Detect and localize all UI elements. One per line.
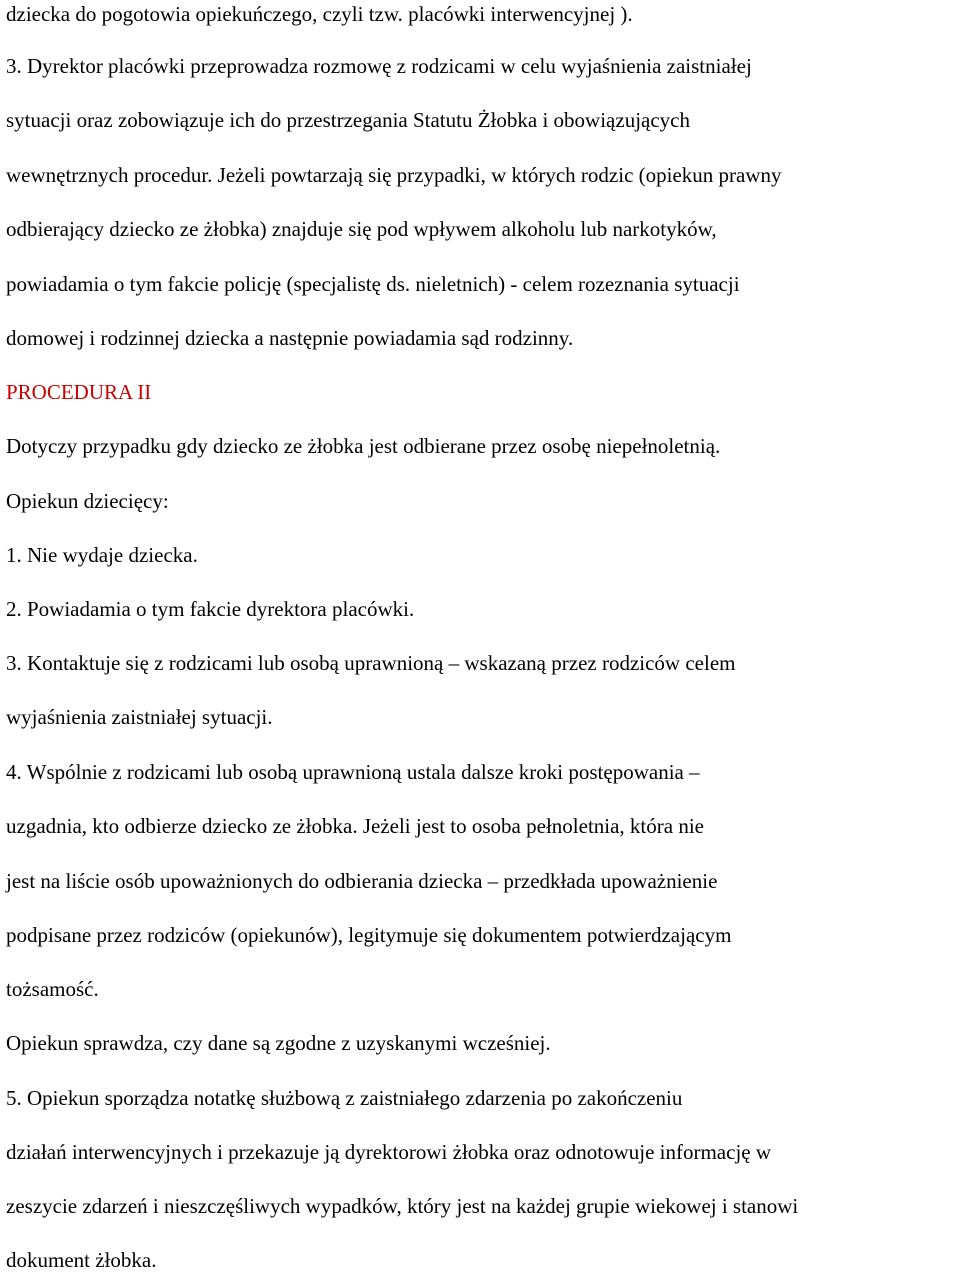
text-line: zeszycie zdarzeń i nieszczęśliwych wypadków, który jest na każdej grupie wiekowej i stanowi: [6, 1194, 799, 1218]
text-line: działań interwencyjnych i przekazuje ją dyrektorowi żłobka oraz odnotowuje informację w: [6, 1140, 772, 1164]
text-line: wyjaśnienia zaistniałej sytuacji.: [6, 705, 273, 729]
text-line: Opiekun dziecięcy:: [6, 489, 169, 513]
text-line: odbierający dziecko ze żłobka) znajduje się pod wpływem alkoholu lub narkotyków,: [6, 217, 717, 241]
section-heading: PROCEDURA II: [6, 380, 152, 404]
list-item: 5. Opiekun sporządza notatkę służbową z zaistniałego zdarzenia po zakończeniu: [6, 1086, 683, 1110]
text-line: 3. Dyrektor placówki przeprowadza rozmowę z rodzicami w celu wyjaśnienia zaistniałej: [6, 54, 752, 78]
text-line: dokument żłobka.: [6, 1248, 157, 1272]
text-line: dziecka do pogotowia opiekuńczego, czyli tzw. placówki interwencyjnej ).: [6, 2, 633, 26]
list-item: 3. Kontaktuje się z rodzicami lub osobą uprawnioną – wskazaną przez rodziców celem: [6, 651, 736, 675]
text-line: sytuacji oraz zobowiązuje ich do przestrzegania Statutu Żłobka i obowiązujących: [6, 108, 690, 132]
text-line: podpisane przez rodziców (opiekunów), legitymuje się dokumentem potwierdzającym: [6, 923, 732, 947]
list-item: 1. Nie wydaje dziecka.: [6, 543, 198, 567]
list-item: 4. Wspólnie z rodzicami lub osobą uprawnioną ustala dalsze kroki postępowania –: [6, 760, 700, 784]
text-line: domowej i rodzinnej dziecka a następnie powiadamia sąd rodzinny.: [6, 326, 574, 350]
list-item: 2. Powiadamia o tym fakcie dyrektora placówki.: [6, 597, 415, 621]
text-line: Dotyczy przypadku gdy dziecko ze żłobka jest odbierane przez osobę niepełnoletnią.: [6, 434, 721, 458]
text-line: Opiekun sprawdza, czy dane są zgodne z uzyskanymi wcześniej.: [6, 1031, 551, 1055]
text-line: jest na liście osób upoważnionych do odbierania dziecka – przedkłada upoważnienie: [6, 869, 718, 893]
text-line: uzgadnia, kto odbierze dziecko ze żłobka. Jeżeli jest to osoba pełnoletnia, która nie: [6, 814, 704, 838]
text-line: powiadamia o tym fakcie policję (specjalistę ds. nieletnich) - celem rozeznania sytuacji: [6, 272, 740, 296]
text-line: tożsamość.: [6, 977, 99, 1001]
text-line: wewnętrznych procedur. Jeżeli powtarzają się przypadki, w których rodzic (opiekun prawny: [6, 163, 782, 187]
